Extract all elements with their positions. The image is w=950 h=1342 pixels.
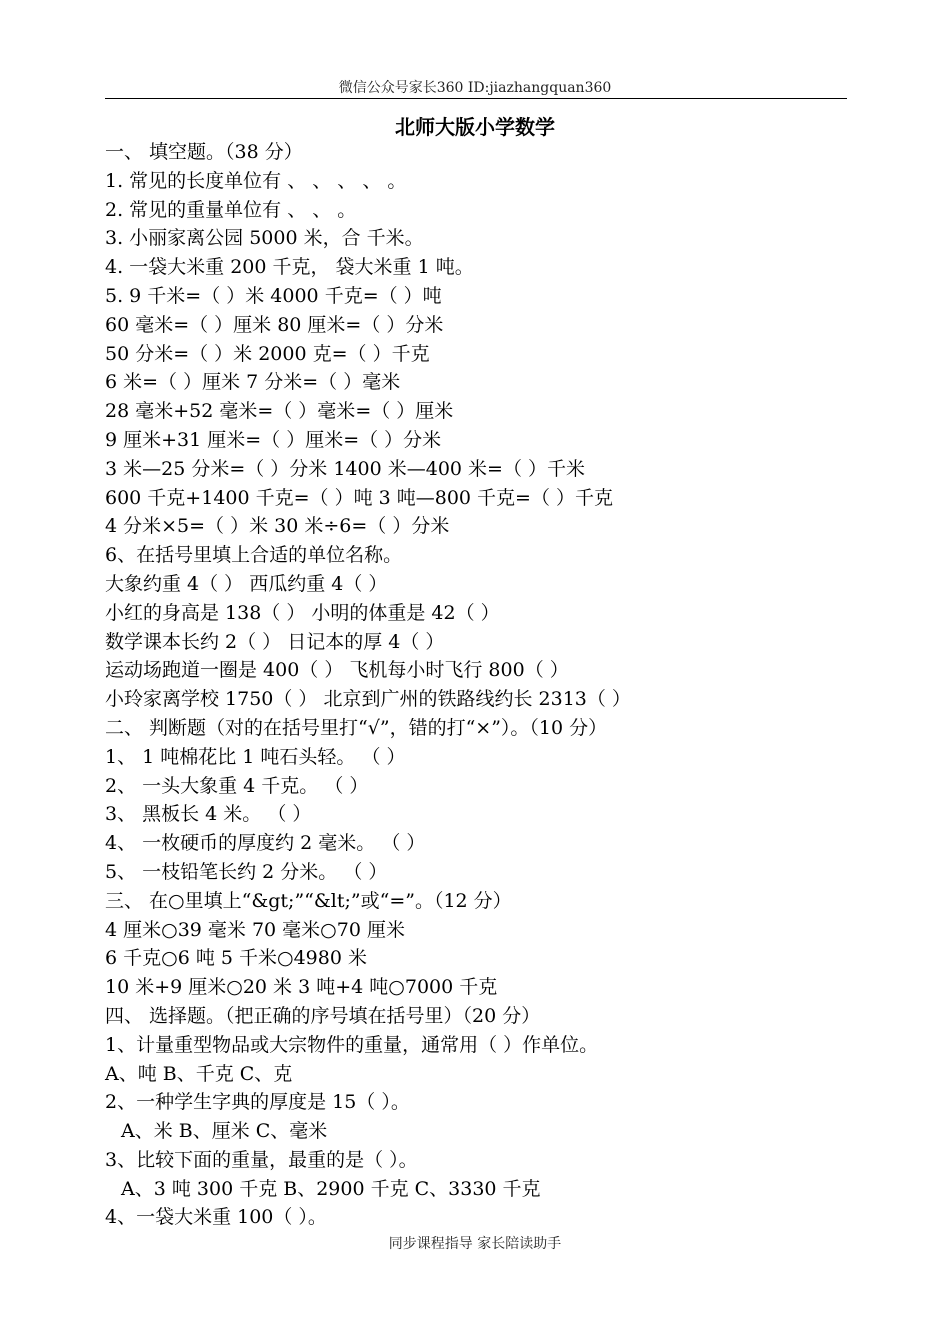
- question-line: 50 分米=（ ）米 2000 克=（ ）千克: [105, 342, 430, 365]
- question-line: 3. 小丽家离公园 5000 米，合 千米。: [105, 227, 424, 250]
- question-line: 28 毫米+52 毫米=（ ）毫米=（ ）厘米: [105, 400, 454, 423]
- question-line: 4 分米×5=（ ）米 30 米÷6=（ ）分米: [105, 515, 450, 538]
- question-line: 1、 1 吨棉花比 1 吨石头轻。 （ ）: [105, 745, 406, 768]
- question-line: 2、一种学生字典的厚度是 15（ ）。: [105, 1091, 410, 1114]
- section-heading-compare: 三、 在○里填上“&gt;”“&lt;”或“=”。（12 分）: [105, 889, 512, 912]
- question-line: 6、在括号里填上合适的单位名称。: [105, 544, 403, 567]
- question-line: 2、 一头大象重 4 千克。 （ ）: [105, 774, 369, 797]
- question-line: 4、 一枚硬币的厚度约 2 毫米。 （ ）: [105, 832, 426, 855]
- question-line: 4 厘米○39 毫米 70 毫米○70 厘米: [105, 918, 405, 941]
- question-line: 3、 黑板长 4 米。 （ ）: [105, 803, 312, 826]
- question-line: 600 千克+1400 千克=（ ）吨 3 吨—800 千克=（ ）千克: [105, 486, 614, 509]
- question-line: 3 米—25 分米=（ ）分米 1400 米—400 米=（ ）千米: [105, 457, 586, 480]
- question-line: 运动场跑道一圈是 400（ ） 飞机每小时飞行 800（ ）: [105, 659, 569, 682]
- question-line: 10 米+9 厘米○20 米 3 吨+4 吨○7000 千克: [105, 976, 498, 999]
- page-header: 微信公众号家长360 ID:jiazhangquan360: [338, 80, 612, 96]
- document-title: 北师大版小学数学: [395, 115, 555, 139]
- answer-options: A、米 B、厘米 C、毫米: [121, 1120, 328, 1143]
- question-line: 1. 常见的长度单位有 、 、 、 、 。: [105, 169, 407, 192]
- question-line: 数学课本长约 2（ ） 日记本的厚 4（ ）: [105, 630, 445, 653]
- question-line: 6 米=（ ）厘米 7 分米=（ ）毫米: [105, 371, 401, 394]
- question-line: 6 千克○6 吨 5 千米○4980 米: [105, 947, 367, 970]
- question-line: 3、比较下面的重量，最重的是（ ）。: [105, 1148, 418, 1171]
- question-line: 5、 一枝铅笔长约 2 分米。 （ ）: [105, 860, 388, 883]
- question-line: 4、一袋大米重 100（ ）。: [105, 1206, 327, 1229]
- section-heading-true-false: 二、 判断题（对的在括号里打“√”，错的打“×”）。（10 分）: [105, 716, 608, 739]
- question-line: 5. 9 千米=（ ）米 4000 千克=（ ）吨: [105, 284, 442, 307]
- header-divider: [105, 98, 847, 99]
- answer-options: A、吨 B、千克 C、克: [105, 1062, 293, 1085]
- section-heading-multiple-choice: 四、 选择题。（把正确的序号填在括号里）（20 分）: [105, 1004, 541, 1027]
- answer-options: A、3 吨 300 千克 B、2900 千克 C、3330 千克: [121, 1177, 541, 1200]
- question-line: 60 毫米=（ ）厘米 80 厘米=（ ）分米: [105, 313, 444, 336]
- question-line: 大象约重 4（ ） 西瓜约重 4（ ）: [105, 572, 388, 595]
- question-line: 1、计量重型物品或大宗物件的重量，通常用（ ）作单位。: [105, 1033, 599, 1056]
- question-line: 小玲家离学校 1750（ ） 北京到广州的铁路线约长 2313（ ）: [105, 688, 631, 711]
- question-line: 2. 常见的重量单位有 、 、 。: [105, 198, 357, 221]
- question-line: 小红的身高是 138（ ） 小明的体重是 42（ ）: [105, 601, 500, 624]
- question-line: 9 厘米+31 厘米=（ ）厘米=（ ）分米: [105, 428, 442, 451]
- worksheet-body: [105, 138, 865, 1232]
- section-heading-fill-blanks: 一、 填空题。（38 分）: [105, 141, 303, 163]
- question-line: 4. 一袋大米重 200 千克， 袋大米重 1 吨。: [105, 256, 474, 279]
- page-footer: 同步课程指导 家长陪读助手: [388, 1236, 562, 1252]
